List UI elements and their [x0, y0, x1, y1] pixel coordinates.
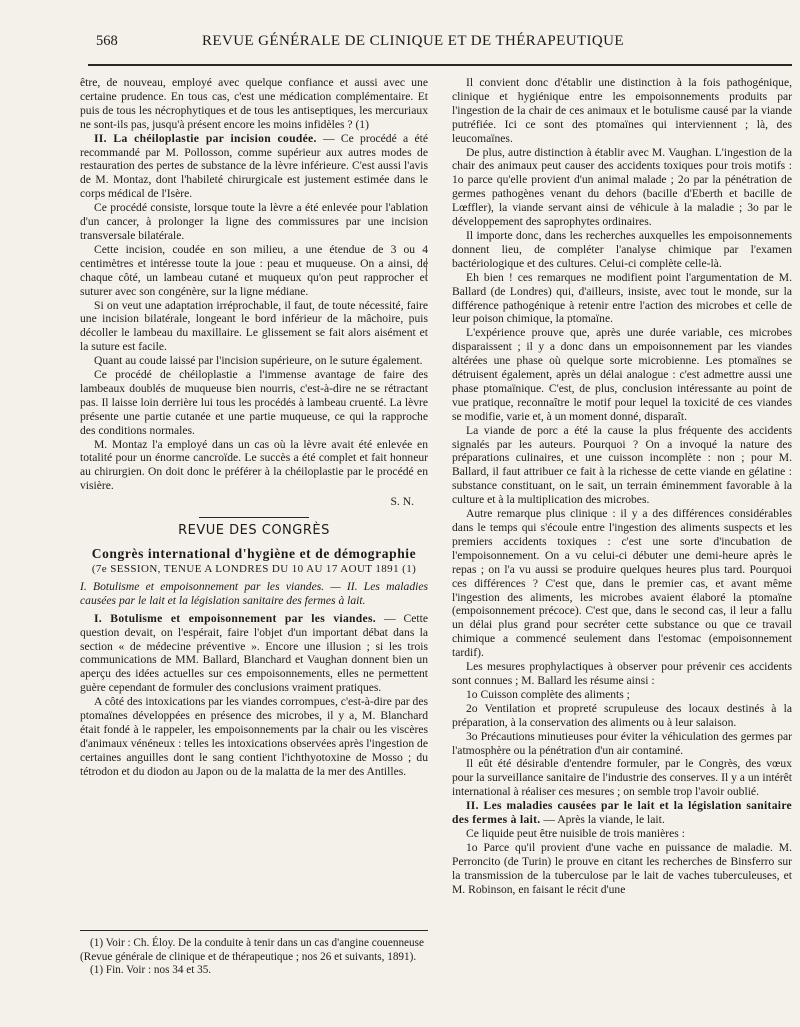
running-title: REVUE GÉNÉRALE DE CLINIQUE ET DE THÉRAPEUTIQUE: [202, 33, 624, 49]
paragraph: Ce liquide peut être nuisible de trois manières :: [466, 826, 685, 840]
paragraph-text: — Après la viande, le lait.: [540, 813, 665, 827]
paragraph: Eh bien ! ces remarques ne modifient point l'argumentation de M. Ballard (de Londres) qui, d'ailleurs, insiste, avec tout le monde, sur la différence pathogénique à retenir entre l'action des microbes et celle de leur poison chimique, la ptomaïne.: [452, 270, 792, 326]
page-header: [0, 0, 800, 66]
paragraph-text: — Ce procédé a été recommandé par M. Pollosson, comme supérieur aux autres modes de restauration des pertes de substance de la lèvre inférieure. C'est aussi l'avis de M. Montaz, dont l'habileté chirurgicale est justement estimée dans le corps médical de l'Isère.: [80, 131, 428, 201]
paragraph: Il convient donc d'établir une distinction à la fois pathogénique, clinique et hygiénique entre les empoisonnements produits par l'ingestion de la chair de ces animaux et le botulisme causé par la viande putréfiée. Ici ce sont des ptomaïnes qui interviennent ; là, des leucomaïnes.: [452, 76, 792, 145]
session-line: (7e SESSION, TENUE A LONDRES DU 10 AU 17 AOUT 1891 (1): [91, 563, 417, 575]
paragraph: Quant au coude laissé par l'incision supérieure, on le suture également.: [94, 354, 423, 368]
footnote: (1) Fin. Voir : nos 34 et 35.: [90, 964, 212, 977]
list-item: 1o Cuisson complète des aliments ;: [466, 687, 630, 701]
paragraph: Il importe donc, dans les recherches auxquelles les empoisonnements donnent lieu, de compléter l'analyse chimique par l'examen bactériologique et des cultures. Celui-ci complète celle-là.: [452, 228, 792, 270]
paragraph: Les mesures prophylactiques à observer pour prévenir ces accidents sont connues ; M. Ballard les résume ainsi :: [452, 660, 792, 687]
right-column: [452, 76, 792, 896]
congress-title: Congrès international d'hygiène et de démographie: [91, 546, 417, 561]
header-rule: [88, 64, 792, 66]
paragraph: [80, 132, 428, 202]
section-separator: [199, 517, 309, 518]
paragraph: De plus, autre distinction à établir avec M. Vaughan. L'ingestion de la chair des animaux peut causer des accidents toxiques pour trois motifs : 1o parce qu'elle provient d'un animal malade ; 2o par la pénétration de germes pathogènes venant du dehors (bacille d'Eberth et bacille de Lœffler), la viande servant ainsi de véhicule à la maladie ; 3o par le développement des saprophytes ordinaires.: [452, 145, 792, 229]
section-heading: II. Les maladies causées par le lait et la législation sanitaire des fermes à lait.: [452, 799, 792, 827]
paragraph: Ce procédé de chéiloplastie a l'immense avantage de faire des lambeaux doublés de muqueuse bien nourris, c'est-à-dire ne se rétractant pas. Il laisse loin derrière lui tous les procédés à lambeau cruenté. La lèvre présente une partie cutanée et une partie muqueuse, ce qui la rapproche des conditions normales.: [80, 368, 428, 437]
contents-summary: I. Botulisme et empoisonnement par les viandes. — II. Les maladies causées par le lait et la législation sanitaire des fermes à lait.: [80, 579, 428, 607]
paragraph: 1o Parce qu'il provient d'une vache en puissance de maladie. M. Perroncito (de Turin) le prouve en citant les recherches de Binsferro sur la transmission de la tuberculose par le lait de vaches tuberculeuses, et M. Robinson, en faisant le récit d'une: [452, 840, 792, 896]
paragraph-text: — Cette question devait, on l'espérait, faire l'objet d'un important débat dans la section « de médecine préventive ». Encore une illusion ; si les trois communications de MM. Ballard, Blanchard et Vaughan donnent bien un aperçu des idées actuelles sur ces empoisonnements, elles ne permettent guère cependant de formuler des conclusions vraiment pratiques.: [80, 611, 429, 695]
section-heading: I. Botulisme et empoisonnement par les viandes.: [94, 611, 376, 625]
list-item: 2o Ventilation et propreté scrupuleuse des locaux destinés à la préparation, à la conservation des aliments ou à leur salaison.: [452, 701, 792, 729]
paragraph: A côté des intoxications par les viandes corrompues, c'est-à-dire par des ptomaïnes développées en présence des microbes, il y a, M. Blanchard était fondé à le rappeler, les empoisonnements par la chair ou les viscères d'animaux vénéneux : telles les intoxications observées après l'ingestion de certaines anguilles dont le sang contient l'ichthyotoxine de Mosso ; du tétrodon et du diodon au Japon ou de la malatta de la mer des Antilles.: [80, 695, 428, 778]
footnote-rule: [80, 930, 428, 931]
left-column: [80, 76, 428, 779]
paragraph: M. Montaz l'a employé dans un cas où la lèvre avait été enlevée en totalité pour un énorme cancroïde. Le succès a été complet et fait honneur au chirurgien. On doit donc le préférer à la chéiloplastie par le procédé en visière.: [80, 437, 428, 493]
footnotes: [80, 930, 428, 978]
paragraph: Il eût été désirable d'entendre formuler, par le Congrès, des vœux pour la surveillance sanitaire de l'industrie des conserves. Il y a un intérêt international à réaliser ces mesures ; on semble trop l'avoir oublié.: [452, 757, 792, 799]
author-signature: S. N.: [390, 495, 414, 509]
footnote: (1) Voir : Ch. Éloy. De la conduite à tenir dans un cas d'angine couenneuse (Revue générale de clinique et de thérapeutique ; nos 26 et suivants, 1891).: [80, 937, 424, 963]
list-item: 3o Précautions minutieuses pour éviter la véhiculation des germes par l'atmosphère ou la pénétration d'un air contaminé.: [452, 729, 792, 757]
paragraph: Cette incision, coudée en son milieu, a une étendue de 3 ou 4 centimètres et intéresse toute la joue : peau et muqueuse. On a ainsi, de chaque côté, un lambeau cutané et muqueux qu'on peut rapprocher et suturer avec son congénère, sur la ligne médiane.: [80, 242, 428, 298]
margin-mark: [426, 258, 433, 280]
paragraph: Ce procédé consiste, lorsque toute la lèvre a été enlevée pour l'ablation d'un cancer, à prolonger la ligne des commissures par une incision transversale bilatérale.: [80, 201, 428, 242]
paragraph: [80, 612, 428, 695]
paragraph: La viande de porc a été la cause la plus fréquente des accidents signalés par les auteurs. Pourquoi ? On a invoqué la nature des préparations culinaires, et une cuisson incomplète : non ; pour M. Ballard, il faut attribuer ce fait à la richesse de cette viande en gélatine : substance constituant, on le sait, un terrain éminemment favorable à la culture et à la multiplication des microbes.: [452, 423, 792, 507]
section-title: REVUE DES CONGRÈS: [178, 523, 330, 539]
paragraph: Autre remarque plus clinique : il y a des différences considérables dans le temps qui s'écoule entre l'ingestion des aliments suspects et les premiers accidents toxiques : c'est une sorte d'incubation de l'empoisonnement. On a vu celui-ci débuter une demi-heure après le repas ; on l'a vu aussi se produire quelques heures plus tard. Pourquoi ces différences ? C'est que, dans le premier cas, et avant même l'ingestion des aliments, les microbes avaient élaboré la ptomaïne (empoisonnement précoce). C'est que, dans le second cas, il leur a fallu un délai plus grand pour secréter cette substance ou que ce travail chimique a commencé seulement dans l'estomac (empoisonnement tardif).: [452, 507, 792, 660]
page-number: 568: [96, 33, 118, 49]
paragraph: Si on veut une adaptation irréprochable, il faut, de toute nécessité, faire une incision bilatérale, longeant le bord inférieur de la mâchoire, puis décoller le lambeau du maxillaire. Le glissement se fait alors aisément et la suture est facile.: [80, 298, 428, 354]
paragraph: L'expérience prouve que, après une durée variable, ces microbes disparaissent ; il y a donc dans un empoisonnement par les viandes altérées une phase où quelque sorte microbienne. Les ptomaïnes se détruisent également, après un délai analogue : c'est admettre aussi une phase ptomaïnique. C'est, de plus, conclusion intéressante au point de vue pratique, reconnaître le motif pour lequel la toxicité de ces viandes se modifie, varie et, à un moment donné, disparaît.: [452, 326, 792, 423]
paragraph: être, de nouveau, employé avec quelque confiance et aussi avec une certaine prudence. En tous cas, c'est une médication complémentaire. Et puis de tous les nécrophytiques et de tous les antiseptiques, les mercuriaux ne sont-ils pas, jusqu'à présent encore les moins infidèles ? (1): [80, 76, 428, 131]
paragraph: [452, 799, 792, 827]
section-heading: II. La chéiloplastie par incision coudée.: [94, 131, 317, 145]
